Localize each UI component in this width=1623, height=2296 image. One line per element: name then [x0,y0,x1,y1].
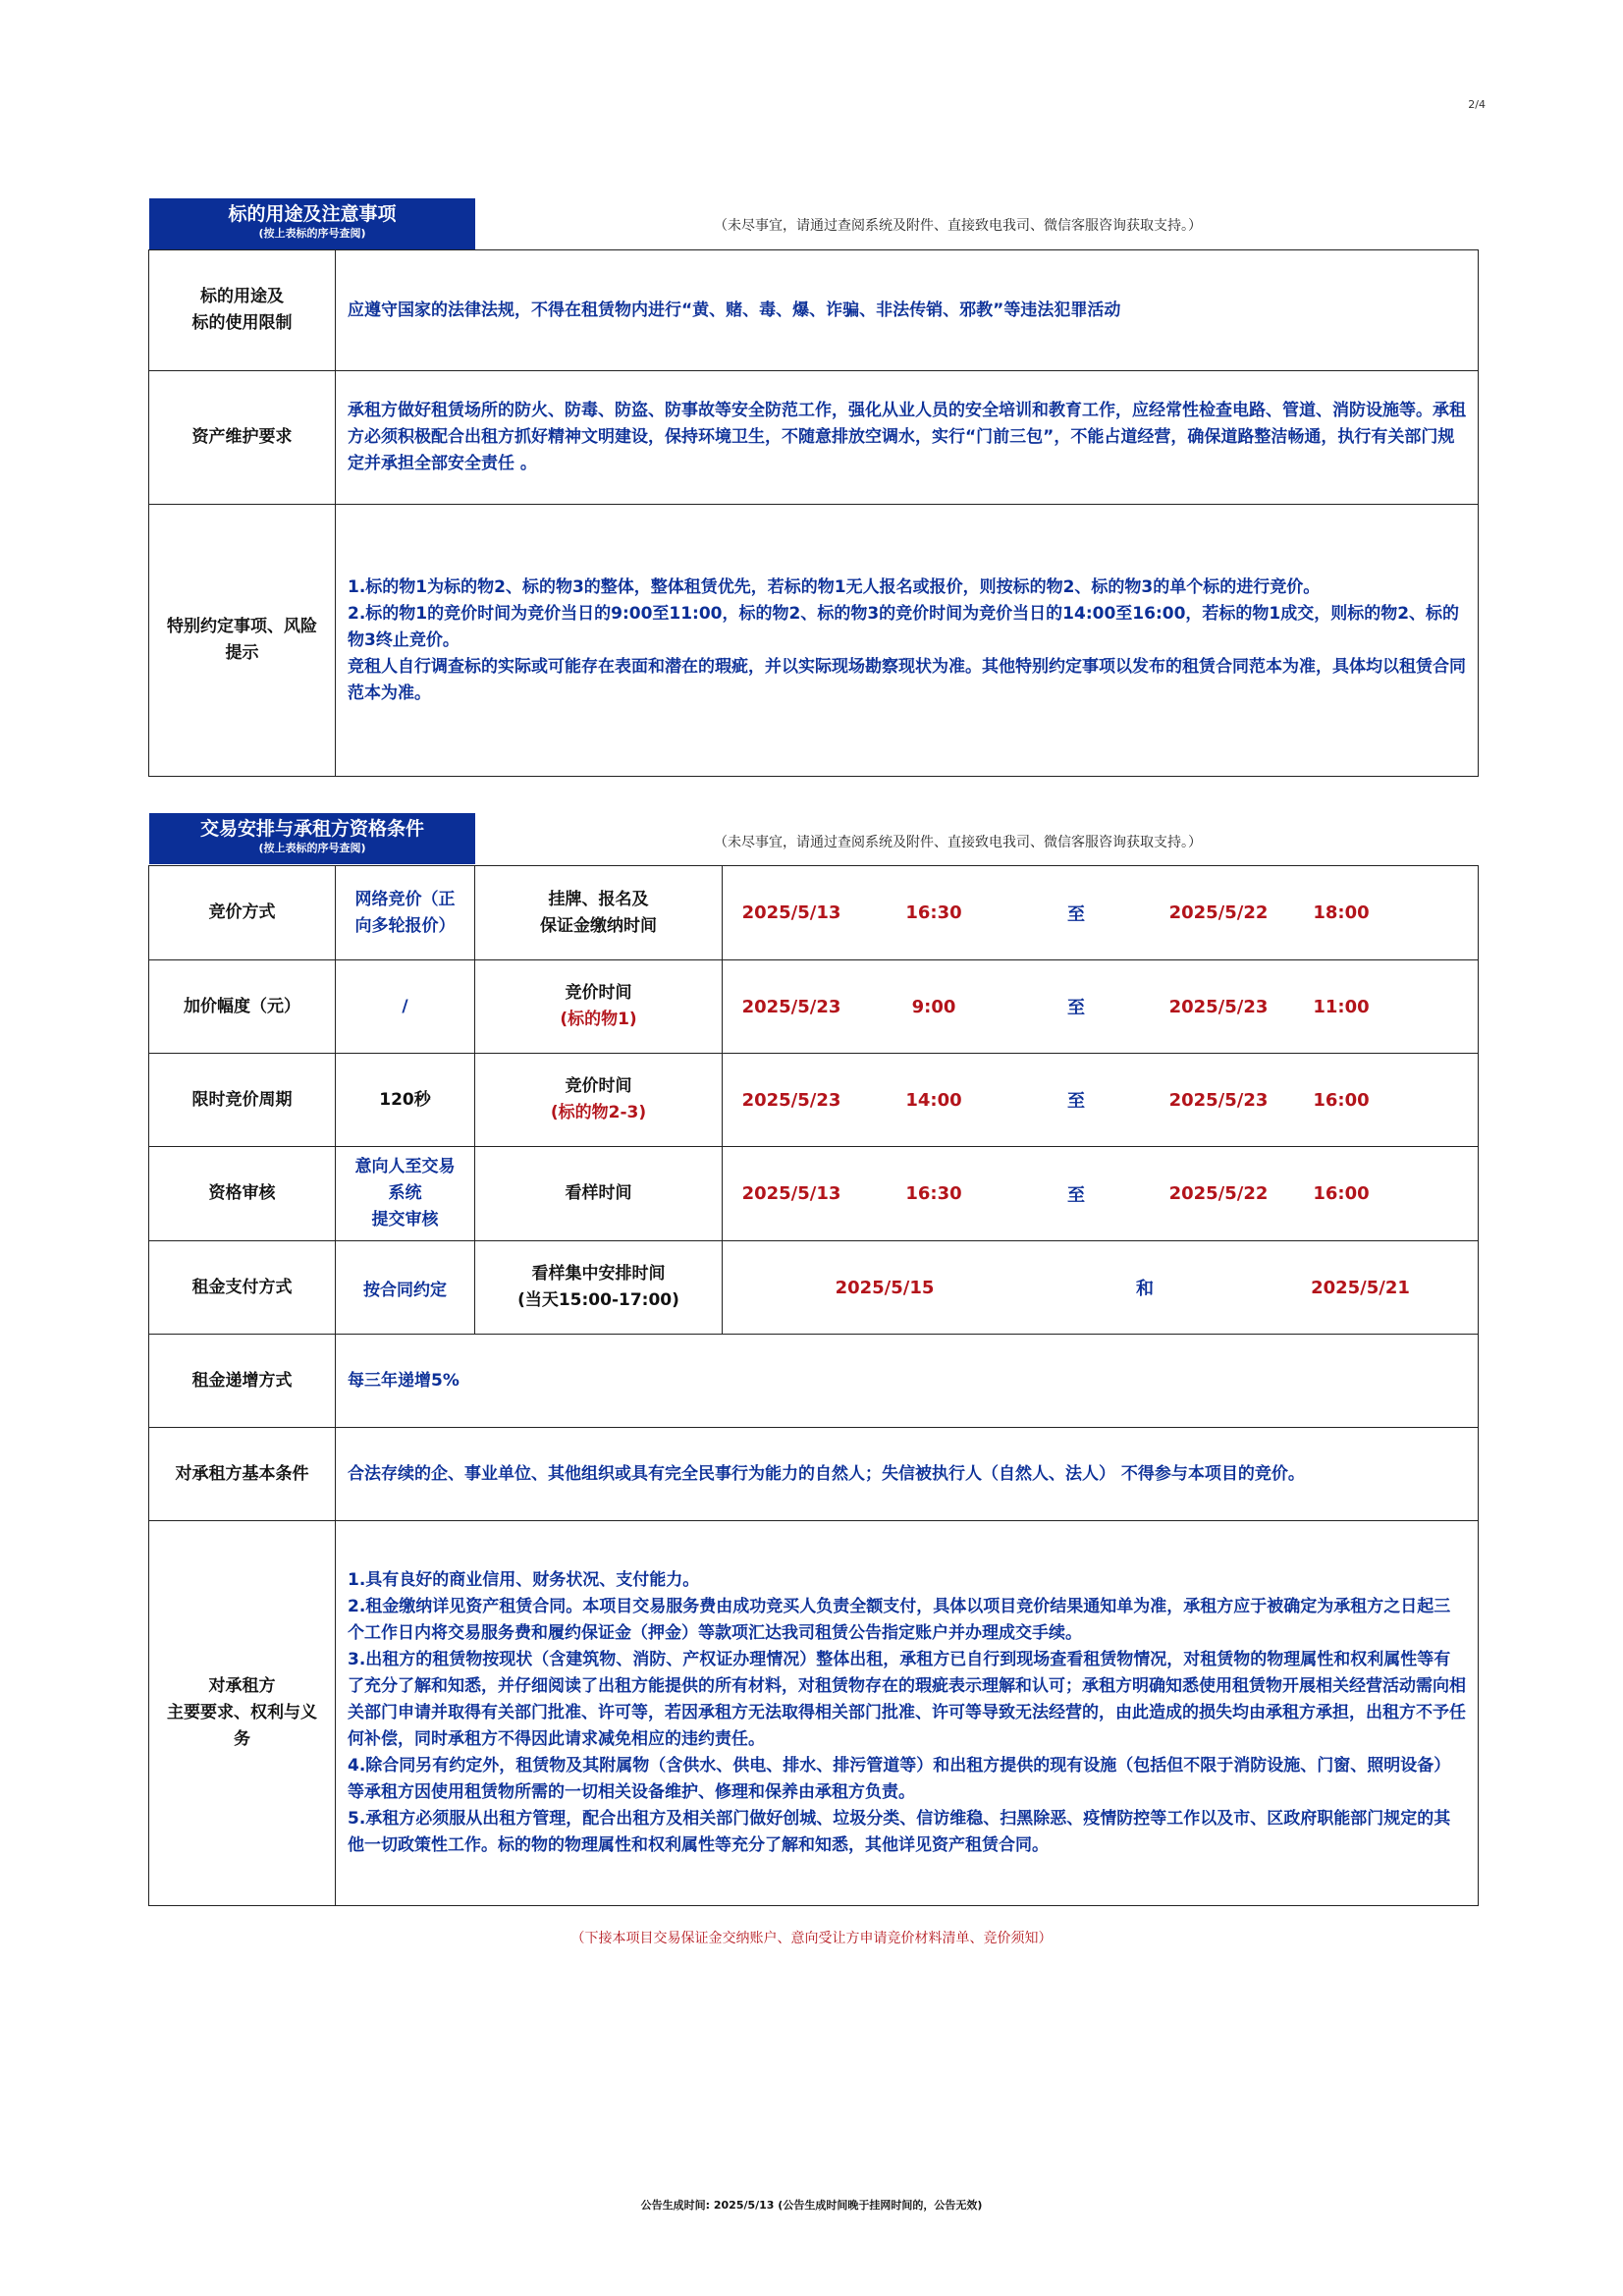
table-row [149,505,1479,777]
section1-note: （未尽事宜，请通过查阅系统及附件、直接致电我司、微信客服咨询获取支持。） [714,218,1202,234]
row-value: 承租方做好租赁场所的防火、防毒、防盗、防事故等安全防范工作，强化从业人员的安全培训和教育工作，应经常性检查电路、管道、消防设施等。承租方必须积极配合出租方抓好精神文明建设，保持环境卫生，不随意排放空调水，实行“门前三包”，不能占道经营，确保道路整洁畅通，执行有关部门规定并承担全部安全责任 。 [336,371,1479,505]
end-time: 16:00 [1313,1089,1370,1111]
row-label: 加价幅度（元） [149,960,336,1054]
end-time: 18:00 [1313,902,1370,923]
row-schedule [723,960,1479,1054]
table-row [149,1335,1479,1428]
section1-subtitle: (按上表标的序号查阅) [258,227,366,240]
start-time: 16:30 [905,1183,962,1204]
end-time: 11:00 [1313,996,1370,1017]
row-schedule [723,1241,1479,1335]
row-mid-label: 看样集中安排时间 (当天15:00-17:00) [475,1241,723,1335]
row-schedule [723,866,1479,960]
viewing-date-1: 2025/5/15 [835,1277,935,1298]
end-time: 16:00 [1313,1183,1370,1204]
row-mid-label: 看样时间 [475,1147,723,1241]
end-date: 2025/5/22 [1168,1183,1269,1204]
range-separator: 至 [1067,1091,1085,1112]
start-time: 9:00 [911,996,956,1017]
table-row [149,866,1479,960]
row-label: 竞价方式 [149,866,336,960]
mid-label-target: (标的物1) [560,1010,637,1029]
range-separator: 至 [1067,1184,1085,1206]
row-value: 按合同约定 [336,1241,475,1335]
start-date: 2025/5/23 [741,996,841,1017]
row-value: / [336,960,475,1054]
table-row [149,1521,1479,1906]
section2-note: （未尽事宜，请通过查阅系统及附件、直接致电我司、微信客服咨询获取支持。） [714,835,1202,850]
table-row [149,250,1479,371]
row-label: 租金支付方式 [149,1241,336,1335]
and-separator: 和 [1136,1279,1154,1299]
table-row [149,960,1479,1054]
row-label: 标的用途及 标的使用限制 [149,250,336,371]
start-date: 2025/5/13 [741,902,841,923]
table-row [149,1241,1479,1335]
start-time: 16:30 [905,902,962,923]
row-mid-label: 挂牌、报名及 保证金缴纳时间 [475,866,723,960]
row-mid-label [475,960,723,1054]
end-date: 2025/5/23 [1168,1089,1269,1111]
row-label: 租金递增方式 [149,1335,336,1428]
generation-footer: 公告生成时间: 2025/5/13 (公告生成时间晚于挂网时间的，公告无效) [640,2199,983,2212]
page-number: 2/4 [1468,98,1486,111]
section1-title: 标的用途及注意事项 [228,203,397,225]
section2-header [149,813,475,864]
row-label: 对承租方 主要要求、权利与义 务 [149,1521,336,1906]
row-value: 意向人至交易 系统 提交审核 [336,1147,475,1241]
end-date: 2025/5/22 [1168,902,1269,923]
row-schedule [723,1054,1479,1147]
table-row [149,1054,1479,1147]
row-label: 资格审核 [149,1147,336,1241]
section2-subtitle: (按上表标的序号查阅) [258,842,366,854]
row-value: 每三年递增5% [336,1335,1479,1428]
row-label: 特别约定事项、风险 提示 [149,505,336,777]
row-value: 合法存续的企、事业单位、其他组织或具有完全民事行为能力的自然人；失信被执行人（自然人、法人） 不得参与本项目的竞价。 [336,1428,1479,1521]
row-mid-label [475,1054,723,1147]
row-value: 应遵守国家的法律法规，不得在租赁物内进行“黄、赌、毒、爆、诈骗、非法传销、邪教”等违法犯罪活动 [336,250,1479,371]
mid-label-target: (标的物2-3) [550,1103,647,1122]
section1-header [149,198,475,249]
row-value: 1.标的物1为标的物2、标的物3的整体，整体租赁优先，若标的物1无人报名或报价，则按标的物2、标的物3的单个标的进行竞价。 2.标的物1的竞价时间为竞价当日的9:00至11:00，标的物2、标的物3的竞价时间为竞价当日的14:00至16:00，若标的物1成交，则标的物2、标的物3终止竞价。 竞租人自行调查标的实际或可能存在表面和潜在的瑕疵，并以实际现场勘察现状为准。其他特别约定事项以发布的租赁合同范本为准，具体均以租赁合同范本为准。 [336,505,1479,777]
section2-table [148,865,1479,1906]
start-time: 14:00 [905,1089,962,1111]
row-schedule [723,1147,1479,1241]
viewing-date-2: 2025/5/21 [1311,1277,1410,1298]
start-date: 2025/5/13 [741,1183,841,1204]
section2-title: 交易安排与承租方资格条件 [199,818,424,840]
range-separator: 至 [1067,998,1085,1018]
start-date: 2025/5/23 [741,1089,841,1111]
table-row [149,1428,1479,1521]
continuation-note: （下接本项目交易保证金交纳账户、意向受让方申请竞价材料清单、竞价须知） [570,1931,1053,1946]
row-value: 1.具有良好的商业信用、财务状况、支付能力。 2.租金缴纳详见资产租赁合同。本项目交易服务费由成功竞买人负责全额支付，具体以项目竞价结果通知单为准，承租方应于被确定为承租方之日起三个工作日内将交易服务费和履约保证金（押金）等款项汇达我司租赁公告指定账户并办理成交手续。 3.出租方的租赁物按现状（含建筑物、消防、产权证办理情况）整体出租，承租方已自行到现场查看租赁物情况，对租赁物的物理属性和权利属性等有了充分了解和知悉，并仔细阅读了出租方能提供的所有材料，对租赁物存在的瑕疵表示理解和认可；承租方明确知悉使用租赁物开展相关经营活动需向相关部门申请并取得有关部门批准、许可等，若因承租方无法取得相关部门批准、许可等导致无法经营的，由此造成的损失均由承租方承担，出租方不予任何补偿，同时承租方不得因此请求减免相应的违约责任。 4.除合同另有约定外，租赁物及其附属物（含供水、供电、排水、排污管道等）和出租方提供的现有设施（包括但不限于消防设施、门窗、照明设备）等承租方因使用租赁物所需的一切相关设备维护、修理和保养由承租方负责。 5.承租方必须服从出租方管理，配合出租方及相关部门做好创城、垃圾分类、信访维稳、扫黑除恶、疫情防控等工作以及市、区政府职能部门规定的其他一切政策性工作。标的物的物理属性和权利属性等充分了解和知悉，其他详见资产租赁合同。 [336,1521,1479,1906]
row-label: 对承租方基本条件 [149,1428,336,1521]
table-row [149,371,1479,505]
end-date: 2025/5/23 [1168,996,1269,1017]
row-value: 120秒 [336,1054,475,1147]
row-label: 限时竞价周期 [149,1054,336,1147]
table-row [149,1147,1479,1241]
row-value: 网络竞价（正 向多轮报价） [336,866,475,960]
mid-label-text: 竞价时间 [565,983,632,1003]
section1-table [148,249,1479,777]
row-label: 资产维护要求 [149,371,336,505]
range-separator: 至 [1067,903,1085,925]
mid-label-text: 竞价时间 [565,1076,632,1096]
